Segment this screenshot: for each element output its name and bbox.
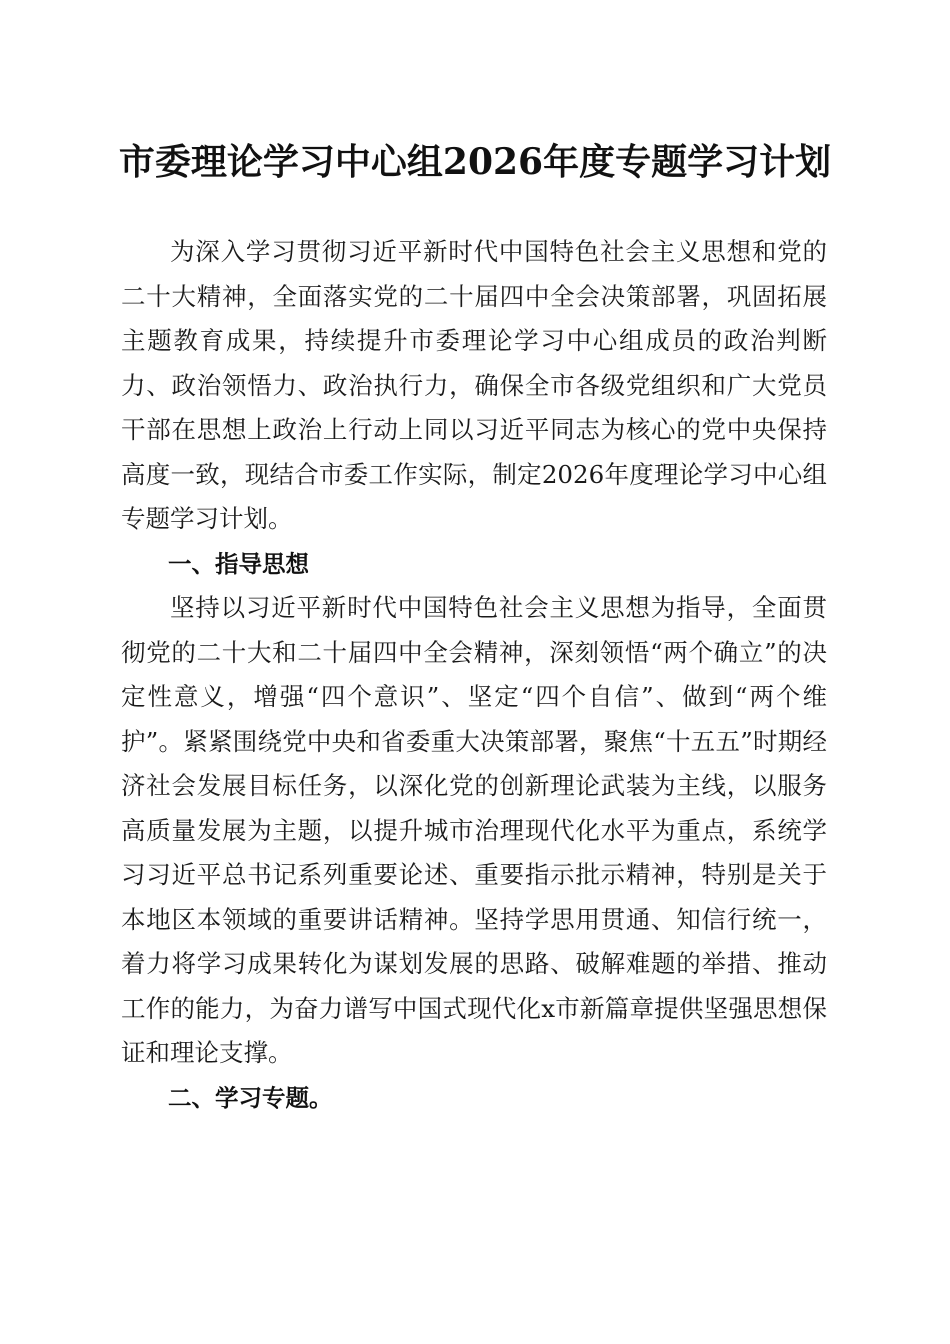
guiding-ideology-paragraph: 坚持以习近平新时代中国特色社会主义思想为指导，全面贯彻党的二十大和二十届四中全会精神，深刻领悟“两个确立”的决定性意义，增强“四个意识”、坚定“四个自信”、做到“两个维护”。紧紧围绕党中央和省委重大决策部署，聚焦“十五五”时期经济社会发展目标任务，以深化党的创新理论武装为主线，以服务高质量发展为主题，以提升城市治理现代化水平为重点，系统学习习近平总书记系列重要论述、重要指示批示精神，特别是关于本地区本领域的重要讲话精神。坚持学思用贯通、知信行统一，着力将学习成果转化为谋划发展的思路、破解难题的举措、推动工作的能力，为奋力谱写中国式现代化x市新篇章提供坚强思想保证和理论支撑。 [121,593,827,1067]
document-body [121,230,827,1120]
section-heading-study-topics: 二、学习专题。 [168,1083,333,1112]
document-title: 市委理论学习中心组2026年度专题学习计划 [118,141,832,183]
section-heading-guiding-ideology: 一、指导思想 [168,549,309,578]
intro-paragraph: 为深入学习贯彻习近平新时代中国特色社会主义思想和党的二十大精神，全面落实党的二十届四中全会决策部署，巩固拓展主题教育成果，持续提升市委理论学习中心组成员的政治判断力、政治领悟力、政治执行力，确保全市各级党组织和广大党员干部在思想上政治上行动上同以习近平同志为核心的党中央保持高度一致，现结合市委工作实际，制定2026年度理论学习中心组专题学习计划。 [121,237,827,533]
